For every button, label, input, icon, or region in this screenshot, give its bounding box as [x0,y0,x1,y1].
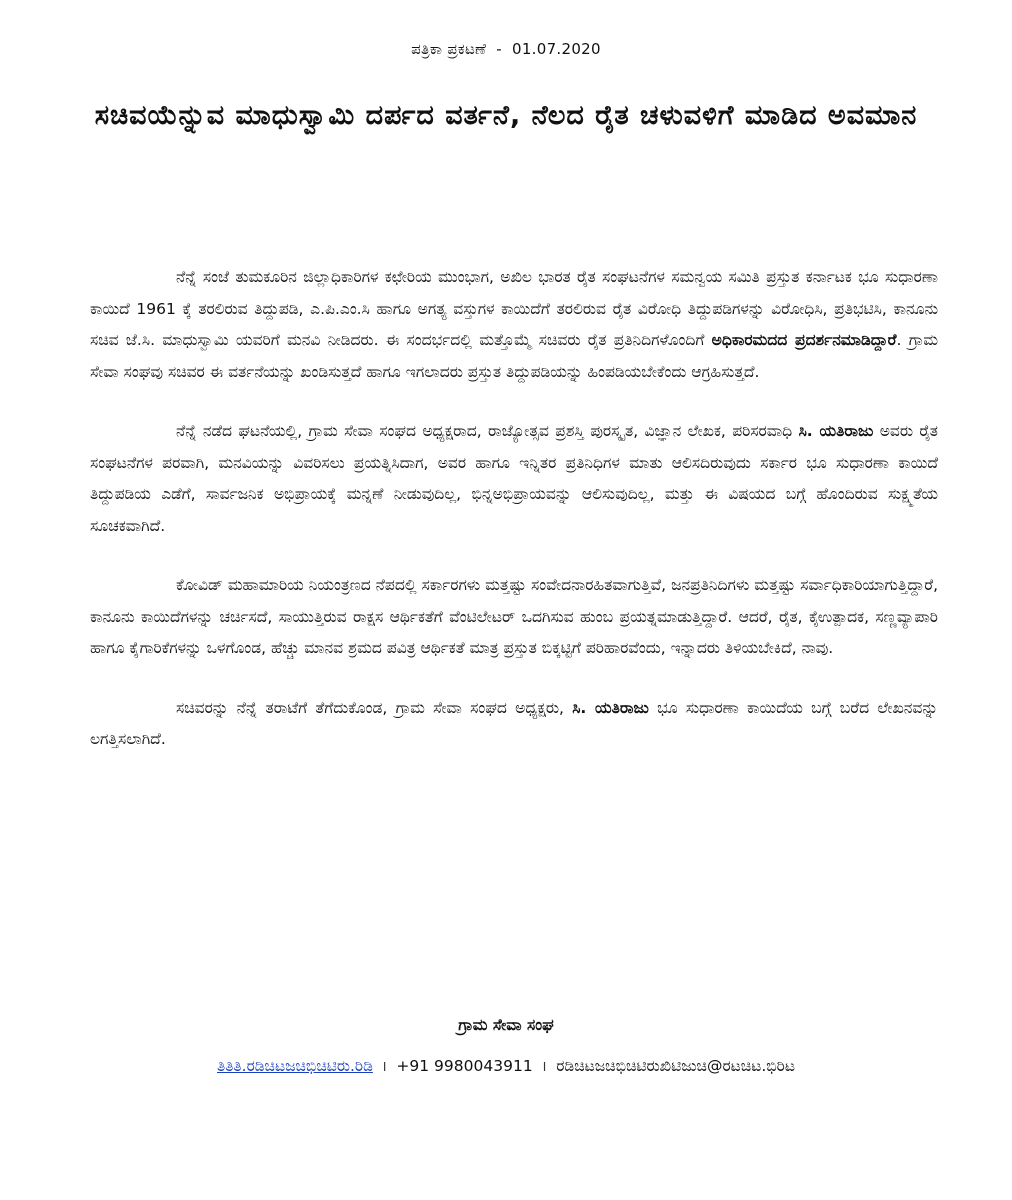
paragraph-2 [90,416,938,542]
dateline-separator: - [496,40,502,58]
paragraph-3 [90,570,938,665]
paragraph-3-text: ಕೋವಿಡ್ ಮಹಾಮಾರಿಯ ನಿಯಂತ್ರಣದ ನೆಪದಲ್ಲಿ ಸರ್ಕಾರಗಳು ಮತ್ತಷ್ಟು ಸಂವೇದನಾರಹಿತವಾಗುತ್ತಿವೆ, ಜನಪ್ರತಿನಿದಿಗಳು ಮತ್ತಷ್ಟು ಸರ್ವಾಧಿಕಾರಿಯಾಗುತ್ತಿದ್ದಾರೆ, ಕಾನೂನು ಕಾಯಿದೆಗಳನ್ನು ಚರ್ಚಿಸದೆ, ಸಾಯುತ್ತಿರುವ ರಾಕ್ಷಸ ಆರ್ಥಿಕತೆಗೆ ವೆಂಟಿಲೇಟರ್ ಒದಗಿಸುವ ಹುಂಬ ಪ್ರಯತ್ನಮಾಡುತ್ತಿದ್ದಾರೆ. ಆದರೆ, ರೈತ, ಕೈಉತ್ಪಾದಕ, ಸಣ್ಣವ್ಯಾಪಾರಿ ಹಾಗೂ ಕೈಗಾರಿಕೆಗಳನ್ನು ಒಳಗೊಂಡ, ಹೆಚ್ಚು ಮಾನವ ಶ್ರಮದ ಪವಿತ್ರ ಆರ್ಥಿಕತೆ ಮಾತ್ರ ಪ್ರಸ್ತುತ ಬಿಕ್ಕಟ್ಟಿಗೆ ಪರಿಹಾರವೆಂದು, ಇನ್ನಾದರು ತಿಳಿಯಬೇಕಿದೆ, ನಾವು. [90,576,938,657]
paragraph-4-person-name: ಸಿ. ಯತಿರಾಜು [572,698,649,717]
phone-number: +91 9980043911 [396,1057,533,1075]
paragraph-2-text-a: ನೆನ್ನೆ ನಡೆದ ಘಟನೆಯಲ್ಲಿ, ಗ್ರಾಮ ಸೇವಾ ಸಂಘದ ಅಧ್ಯಕ್ಷರಾದ, ರಾಜ್ಯೋತ್ಸವ ಪ್ರಶಸ್ತಿ ಪುರಸ್ಕೃತ, ವಿಜ್ಞಾನ ಲೇಖಕ, ಪರಿಸರವಾಧಿ [176,422,793,440]
paragraph-2-person-name: ಸಿ. ಯತಿರಾಜು [798,422,874,440]
dateline [0,40,1012,58]
paragraph-4 [90,693,938,756]
contact-divider-2: I [542,1060,547,1074]
paragraph-1-emphasis: ಅಧಿಕಾರಮದದ ಪ್ರದರ್ಶನಮಾಡಿದ್ದಾರೆ [711,331,897,349]
paragraph-4-text-b: ಭೂ ಸುಧಾರಣಾ ಕಾಯಿದೆಯ ಬಗ್ಗೆ ಬರೆದ ಲೇಖನವನ್ನು ಲಗತ್ತಿಸಲಾಗಿದೆ. [90,698,938,748]
contact-line [0,1057,1012,1076]
article-body [90,262,938,784]
headline: ಸಚಿವಯೆನ್ನುವ ಮಾಧುಸ್ವಾಮಿ ದರ್ಪದ ವರ್ತನೆ, ನೆಲದ ರೈತ ಚಳುವಳಿಗೆ ಮಾಡಿದ ಅವಮಾನ [94,100,918,131]
paragraph-4-text-a: ಸಚಿವರನ್ನು ನೆನ್ನೆ ತರಾಟೆಗೆ ತೆಗೆದುಕೊಂಡ, ಗ್ರಾಮ ಸೇವಾ ಸಂಘದ ಅಧ್ಯಕ್ಷರು, [176,698,564,717]
paragraph-1-text-a: ನೆನ್ನೆ ಸಂಜೆ ತುಮಕೂರಿನ ಜಿಲ್ಲಾಧಿಕಾರಿಗಳ ಕಛೇರಿಯ ಮುಂಭಾಗ, ಅಖಿಲ ಭಾರತ ರೈತ ಸಂಘಟನೆಗಳ ಸಮನ್ವಯ ಸಮಿತಿ ಪ್ರಸ್ತುತ ಕರ್ನಾಟಕ ಭೂ ಸುಧಾರಣಾ ಕಾಯಿದೆ 1961 ಕ್ಕೆ ತರಲಿರುವ ತಿದ್ದುಪಡಿ, ಎ.ಪಿ.ಎಂ.ಸಿ ಹಾಗೂ ಅಗತ್ಯ ವಸ್ತುಗಳ ಕಾಯಿದೆಗೆ ತರಲಿರುವ ರೈತ ವಿರೋಧಿ ತಿದ್ದುಪಡಿಗಳನ್ನು ವಿರೋಧಿಸಿ, ಪ್ರತಿಭಟಿಸಿ, ಕಾನೂನು ಸಚಿವ ಜೆ.ಸಿ. ಮಾಧುಸ್ವಾಮಿ ಯವರಿಗೆ ಮನವಿ ನೀಡಿದರು. ಈ ಸಂದರ್ಭದಲ್ಲಿ ಮತ್ತೊಮ್ಮೆ ಸಚಿವರು ರೈತ ಪ್ರತಿನಿದಿಗಳೊಂದಿಗೆ [90,268,938,349]
email-address: ರಡಿಚಿಟಜಚಿಭಿಚಿಟಿರುಖಿಟಿಜುಚಿ@ರಟಚಿಟ.ಭಿರಿಟ [556,1057,795,1075]
press-release-label: ಪತ್ರಿಕಾ ಪ್ರಕಟಣೆ [411,40,487,58]
website-link[interactable]: ತಿತಿತಿ.ರಡಿಚಿಟಜಚಿಭಿಚಿಟಿರು.ರಿಡಿ [217,1057,373,1075]
paragraph-2-text-b: ಅವರು ರೈತ ಸಂಘಟನೆಗಳ ಪರವಾಗಿ, ಮನವಿಯನ್ನು ವಿವರಿಸಲು ಪ್ರಯತ್ನಿಸಿದಾಗ, ಅವರ ಹಾಗೂ ಇನ್ನಿತರ ಪ್ರತಿನಿಧಿಗಳ ಮಾತು ಆಲಿಸದಿರುವುದು ಸರ್ಕಾರ ಭೂ ಸುಧಾರಣಾ ಕಾಯಿದೆ ತಿದ್ದುಪಡಿಯ ಎಡೆಗೆ, ಸಾರ್ವಜನಿಕ ಅಭಿಪ್ರಾಯಕ್ಕೆ ಮನ್ನಣೆ ನೀಡುವುದಿಲ್ಲ, ಭಿನ್ನಅಭಿಪ್ರಾಯವನ್ನು ಆಲಿಸುವುದಿಲ್ಲ, ಮತ್ತು ಈ ವಿಷಯದ ಬಗ್ಗೆ ಹೊಂದಿರುವ ಸುಕ್ಷ್ಮತೆಯ ಸೂಚಕವಾಗಿದೆ. [90,422,938,535]
contact-divider-1: I [382,1060,387,1074]
signature-organization: ಗ್ರಾಮ ಸೇವಾ ಸಂಘ [458,1016,554,1034]
release-date: 01.07.2020 [511,40,601,58]
paragraph-1 [90,262,938,388]
paragraph-1-text-b: . ಗ್ರಾಮ ಸೇವಾ ಸಂಘವು ಸಚಿವರ ಈ ವರ್ತನೆಯನ್ನು ಖಂಡಿಸುತ್ತದೆ ಹಾಗೂ ಇಗಲಾದರು ಪ್ರಸ್ತುತ ತಿದ್ದುಪಡಿಯನ್ನು ಹಿಂಪಡಿಯಬೇಕೆಂದು ಆಗ್ರಹಿಸುತ್ತದೆ. [90,331,938,381]
